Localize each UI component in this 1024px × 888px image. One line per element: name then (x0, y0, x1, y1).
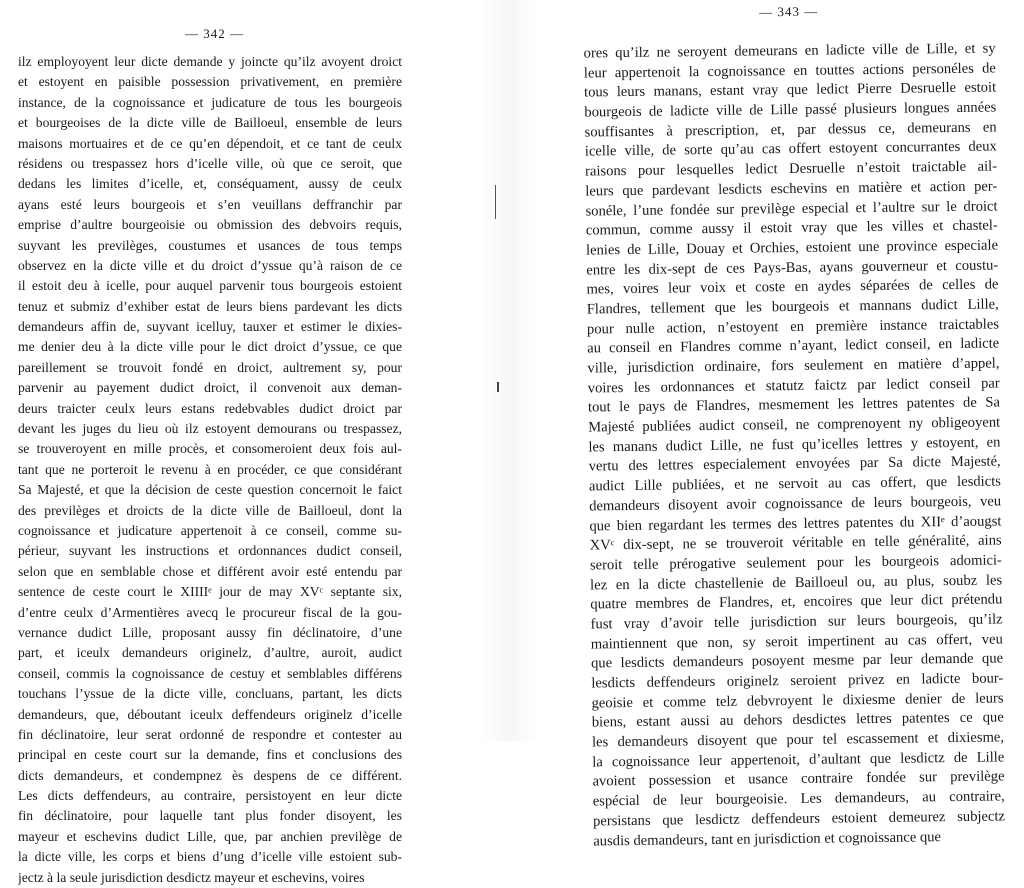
text-line: fin déclinatoire, leur serat ordonné de respondre et contester au (18, 726, 402, 742)
text-line: maisons mortuaires et de ce qu’en dépendoit, et ce tant de ceulx (18, 135, 402, 151)
text-line: au conseil en Flandres comme n’ayant, ledict conseil, en ladicte (587, 335, 1000, 357)
text-line: fust vray d’avoir telle jurisdiction sur leurs bourgeois, qu’ilz (590, 611, 1003, 633)
text-line: se trouveroyent en mille procès, et consomeroient deux fois aul- (18, 441, 402, 457)
text-line: geoisie et comme telz debvroyent le dixiesme denier de leurs (591, 690, 1004, 712)
text-line: selon que en semblable chose et différent avoir esté entendu par (18, 563, 402, 579)
page-number-left: — 342 — (185, 26, 244, 41)
text-line: ville, jurisdiction ordinaire, fors seulement en matière d’appel, (587, 355, 1000, 377)
text-line: persistans que lesdictz deffendeurs estoient demeurez subjectz (592, 808, 1006, 830)
text-line: raisons pour lesquelles ledict Desruelle n’estoit traictable ail- (584, 158, 998, 180)
text-line: pour nulle action, n’estoyent en première instance traictables (586, 316, 1000, 338)
text-line: instance, de la cognoissance et judicature de tous les bourgeois (18, 94, 402, 110)
text-line: ilz employoyent leur dicte demande y joincte qu’ilz avoyent droict (18, 54, 402, 69)
text-line: principal en ceste court sur la demande, fins et conclusions des (18, 747, 402, 763)
text-line: audict Lille publiées, et ne servoit au cas offert, que lesdicts (588, 473, 1001, 495)
text-line: ausdis demandeurs, tant en jurisdiction et cognoissance que (593, 828, 942, 849)
text-line: dedans les limites d’icelle, et, conséquament, aussy de ceulx (18, 176, 402, 192)
text-line: tous leurs manans, estant vray que ledict Pierre Desruelle estoit (584, 79, 997, 101)
text-line: observez en la dicte ville et du droict d’yssue qu’à raison de ce (18, 257, 402, 273)
text-line: résidens ou trespassez hors d’icelle ville, où que ce seroit, que (18, 155, 402, 171)
text-line: ores qu’ilz ne seroyent demeurans en ladicte ville de Lille, et sy (583, 40, 996, 62)
text-line: sentence de ceste court le XIIIIᵉ jour de may XVᶜ septante six, (18, 584, 402, 600)
text-line: d’entre ceulx d’Armentières avecq le procureur fiscal de la gou- (18, 604, 402, 620)
text-line: voires les ordonnances et statutz faictz par ledict conseil par (587, 375, 1000, 397)
text-line: avoient possession et usance contraire fondée sur previlège (592, 768, 1005, 790)
text-line: Majesté publiées audict conseil, ne comprenoyent ny obligeoyent (588, 414, 1001, 436)
text-line: part, et iceulx demandeurs originelz, d’aultre, auroit, audict (18, 645, 402, 661)
text-line: seroit telle prérogative seulement pour les bourgeois adomici- (589, 552, 1002, 574)
text-line: la cognoissance leur appertenoit, d’aultant que lesdictz de Lille (592, 749, 1005, 771)
text-line: ayans esté leurs bourgeois et s’en veuillans deffranchir par (18, 196, 402, 212)
text-line: entre les dix-sept de ces Pays-Bas, ayans gouverneur et coustu- (586, 257, 999, 279)
text-line: les manans dudict Lille, ne fust qu’icelles lettres y estoyent, en (588, 434, 1001, 456)
text-line: fin déclinatoire, pour laquelle tant plus fonder disoyent, les (18, 808, 402, 824)
text-line: devant les juges du lieu où ilz estoyent demourans ou trespassez, (18, 421, 402, 437)
text-line: lez en la dicte chastellenie de Bailloeul ou, au plus, soubz les (590, 572, 1003, 594)
text-line: souffisantes à prescription, et, par dessus ce, demeurans en (584, 119, 997, 141)
text-line: et estoyent en paisible possession privativement, en première (18, 74, 402, 90)
text-line: la dicte ville, les corps et biens d’ung d’icelle ville estoient sub- (18, 849, 402, 865)
text-line: cognoissance et judicature appertenoit à ce conseil, comme su- (18, 522, 402, 538)
text-line: demandeurs, que, déboutant iceulx deffendeurs originelz d’icelle (18, 706, 402, 722)
text-line: icelle ville, de sorte qu’au cas offert estoyent concurrantes deux (584, 138, 997, 160)
text-line: mayeur et eschevins dudict Lille, que, par anchien previlège de (18, 828, 402, 844)
text-line: demandeurs affin de, suyvant icelluy, tauxer et estimer le dixies- (18, 319, 402, 335)
text-line: tout le pays de Flandres, mesmement les lettres patentes de Sa (587, 394, 1001, 416)
text-line: leurs que pardevant lesdicts eschevins en matière et action per- (585, 178, 998, 200)
text-line: me denier deu à la dicte ville pour le dict droict d’yssue, ce que (18, 339, 402, 355)
text-line: XVᶜ dix-sept, ne se trouveroit véritable en telle généralité, ains (589, 532, 1002, 554)
text-line: Sa Majesté, et que la décision de ceste question concernoit le faict (18, 482, 402, 498)
page-number-right: — 343 — (759, 3, 819, 20)
text-line: que bien regardant les termes des lettres patentes du XIIᵉ d’aougst (589, 512, 1002, 534)
text-line: vernance dudict Lille, proposant aussy fin déclinatoire, d’une (18, 624, 402, 640)
text-line: espécial de leur bourgeoisie. Les demandeurs, au contraire, (592, 788, 1005, 810)
text-line: périeur, suyvant les instructions et ordonnances dudict conseil, (18, 543, 402, 559)
text-line: touchans l’yssue de la dicte ville, concluans, partant, les dicts (18, 686, 402, 702)
text-line: conseil, commis la cognoissance de cestuy et semblables différens (18, 665, 402, 681)
text-line: que lesdicts demandeurs posoyent mesme par leur demande que (590, 650, 1004, 672)
text-line: emprise d’aultre bourgeoisie ou obmission des debvoirs requis, (18, 217, 402, 233)
text-line: lenies de Lille, Douay et Orchies, estoient une province especiale (585, 237, 999, 259)
text-line: parvenir au payement dudict droict, il convenoit aux deman- (18, 380, 402, 396)
text-line: biens, estant aussi au dehors desdictes lettres patentes ce que (591, 709, 1004, 731)
text-line: jectz à la seule jurisdiction desdictz mayeur et eschevins, voires (18, 869, 365, 885)
text-line: les demandeurs disoyent que pour tel escassement et dixiesme, (591, 729, 1005, 751)
text-line: pareillement se trouvoit fondé en droict, aultrement sy, pour (18, 359, 402, 375)
spine-shadow (480, 0, 540, 741)
left-page (18, 0, 402, 885)
gutter-mark (497, 382, 499, 392)
left-page-text (18, 52, 402, 888)
text-line: des previlèges et droicts de la dicte ville de Bailloeul, dont la (18, 502, 402, 518)
text-line: tenuz et submiz d’exhiber estat de leurs biens pardevant les dicts (18, 298, 402, 314)
text-line: sonéle, l’une fondée sur previlège especial et l’aultre sur le droict (585, 197, 998, 220)
text-line: quatre membres de Flandres, et, encoires que leur dict prétendu (590, 591, 1003, 613)
right-page (583, 0, 1006, 849)
text-line: mes, voires leur voix et coste en aydes séparées de celles de (586, 276, 999, 298)
text-line: commun, comme aussy il estoit vray que les villes et chastel- (585, 217, 998, 239)
text-line: bourgeois de ladicte ville de Lille passé plusieurs longues années (584, 99, 997, 121)
gutter-line (495, 185, 496, 219)
text-line: demandeurs disoyent avoir cognoissance de leurs bourgeois, veu (589, 493, 1002, 515)
text-line: lesdicts deffendeurs originelz seroient privez en ladicte bour- (591, 670, 1004, 692)
text-line: il estoit deu à icelle, pour auquel parvenir tous bourgeois estoient (18, 278, 402, 294)
right-page-text (584, 39, 1006, 851)
text-line: tant que ne porteroit le revenu à en procéder, ce que considérant (18, 461, 402, 477)
text-line: Les dicts deffendeurs, au contraire, persistoyent en leur dicte (18, 788, 402, 804)
text-line: vertu des lettres especialement envoyées par Sa dicte Majesté, (588, 453, 1001, 475)
text-line: Flandres, tellement que les bourgeois et mannans dudict Lille, (586, 296, 999, 318)
text-line: suyvant les previlèges, coustumes et usances de tous temps (18, 237, 402, 253)
text-line: maintiennent que non, sy seroit impertinent au cas offert, veu (590, 631, 1003, 653)
text-line: dicts demandeurs, et condempnez ès despens de ce différent. (18, 767, 402, 783)
text-line: et bourgeoises de la dicte ville de Bailloeul, ensemble de leurs (18, 115, 402, 131)
text-line: deurs traicter ceulx leurs estans redebvables dudict droict par (18, 400, 402, 416)
text-line: leur appertenoit la cognoissance en touttes actions personéles de (583, 60, 996, 82)
